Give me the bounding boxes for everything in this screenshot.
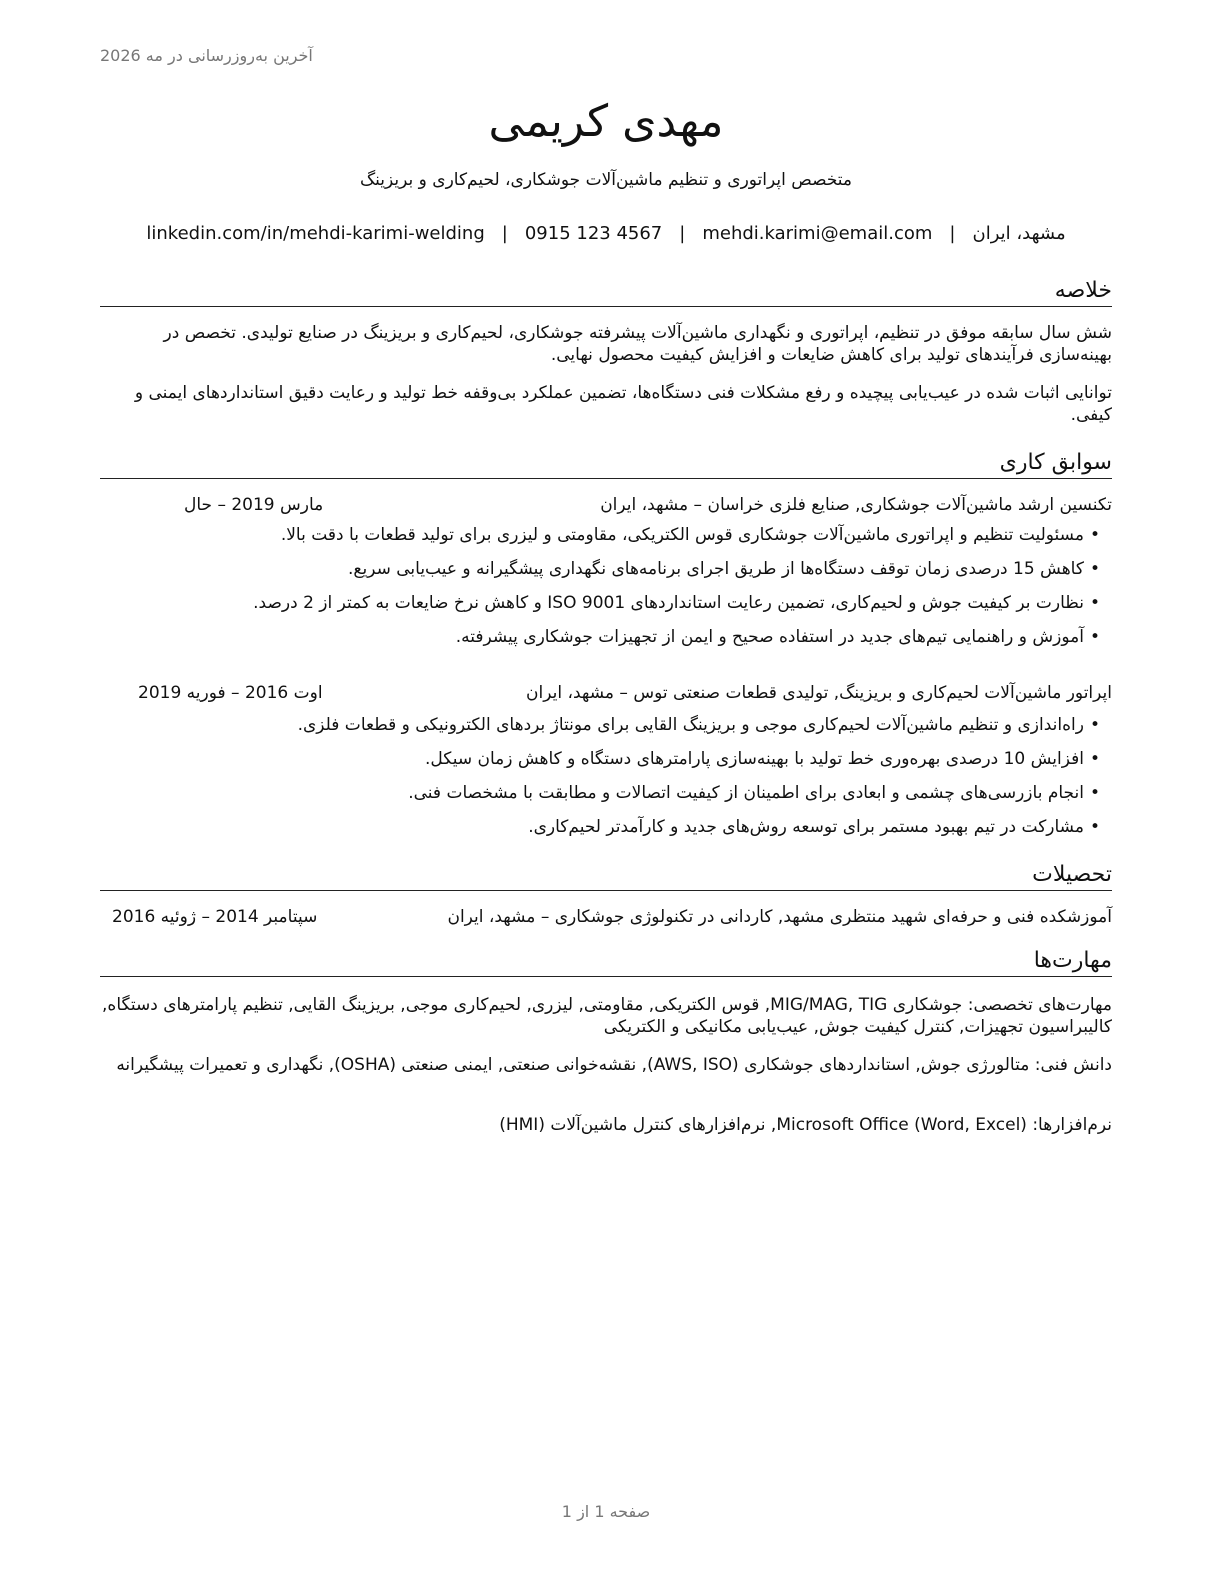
education-dates: سپتامبر 2014 – ژوئیه 2016 bbox=[112, 907, 318, 927]
job-bullets bbox=[100, 524, 1100, 660]
job-bullets bbox=[100, 714, 1100, 850]
candidate-name: مهدی کریمی bbox=[488, 96, 724, 147]
skills-line: دانش فنی: متالورژی جوش, استانداردهای جوشکاری (AWS, ISO), نقشه‌خوانی صنعتی, ایمنی صنعتی (OSHA), نگهداری و تعمیرات پیشگیرانه bbox=[116, 1055, 1112, 1075]
education-institution-degree: آموزشکده فنی و حرفه‌ای شهید منتظری مشهد, کاردانی در تکنولوژی جوشکاری – مشهد، ایران bbox=[447, 907, 1112, 927]
section-title-summary: خلاصه bbox=[100, 276, 1112, 307]
list-item: •مشارکت در تیم بهبود مستمر برای توسعه روش‌های جدید و کارآمدتر لحیم‌کاری. bbox=[528, 817, 1100, 837]
contact-line bbox=[100, 223, 1112, 244]
section-title-experience: سوابق کاری bbox=[100, 448, 1112, 479]
page-number: صفحه 1 از 1 bbox=[561, 1502, 651, 1521]
section-title-skills: مهارت‌ها bbox=[100, 946, 1112, 977]
email-link[interactable]: mehdi.karimi@email.com bbox=[702, 223, 933, 244]
job-title-company: تکنسین ارشد ماشین‌آلات جوشکاری, صنایع فلزی خراسان – مشهد، ایران bbox=[600, 495, 1112, 515]
list-item: •آموزش و راهنمایی تیم‌های جدید در استفاده صحیح و ایمن از تجهیزات جوشکاری پیشرفته. bbox=[455, 627, 1100, 647]
skills-line: نرم‌افزارها: Microsoft Office (Word, Excel), نرم‌افزارهای کنترل ماشین‌آلات (HMI) bbox=[499, 1115, 1112, 1135]
separator: | bbox=[949, 223, 956, 244]
phone-number: 0915 123 4567 bbox=[524, 223, 663, 244]
job-dates: اوت 2016 – فوریه 2019 bbox=[138, 683, 323, 703]
job-title-company: اپراتور ماشین‌آلات لحیم‌کاری و بریزینگ, تولیدی قطعات صنعتی توس – مشهد، ایران bbox=[526, 683, 1112, 703]
summary-paragraph: توانایی اثبات شده در عیب‌یابی پیچیده و رفع مشکلات فنی دستگاه‌ها، تضمین عملکرد بی‌وقفه خط تولید و رعایت دقیق استانداردهای ایمنی و کیفی. bbox=[134, 383, 1112, 425]
separator: | bbox=[679, 223, 686, 244]
summary-paragraph: شش سال سابقه موفق در تنظیم، اپراتوری و نگهداری ماشین‌آلات پیشرفته جوشکاری، لحیم‌کاری و بریزینگ در صنایع تولیدی. تخصص در بهینه‌سازی فرآیندهای تولید برای کاهش ضایعات و افزایش کیفیت محصول نهایی. bbox=[163, 323, 1112, 365]
location: مشهد، ایران bbox=[972, 223, 1066, 244]
list-item: •راه‌اندازی و تنظیم ماشین‌آلات لحیم‌کاری موجی و بریزینگ القایی برای مونتاژ بردهای الکترونیکی و قطعات فلزی. bbox=[297, 715, 1100, 735]
section-title-education: تحصیلات bbox=[100, 860, 1112, 891]
job-dates: مارس 2019 – حال bbox=[184, 495, 324, 515]
list-item: •انجام بازرسی‌های چشمی و ابعادی برای اطمینان از کیفیت اتصالات و مطابقت با مشخصات فنی. bbox=[408, 783, 1100, 803]
candidate-title: متخصص اپراتوری و تنظیم ماشین‌آلات جوشکاری، لحیم‌کاری و بریزینگ bbox=[359, 170, 853, 190]
list-item: •نظارت بر کیفیت جوش و لحیم‌کاری، تضمین رعایت استانداردهای ISO 9001 و کاهش نرخ ضایعات به کمتر از 2 درصد. bbox=[253, 593, 1100, 613]
skills-line: مهارت‌های تخصصی: جوشکاری MIG/MAG, TIG, قوس الکتریکی, مقاومتی, لیزری, لحیم‌کاری موجی, بریزینگ القایی, تنظیم پارامترهای دستگاه, کالیبراسیون تجهیزات, کنترل کیفیت جوش, عیب‌یابی مکانیکی و الکتریکی bbox=[102, 995, 1112, 1037]
list-item: •افزایش 10 درصدی بهره‌وری خط تولید با بهینه‌سازی پارامترهای دستگاه و کاهش زمان سیکل. bbox=[425, 749, 1100, 769]
linkedin-link[interactable]: linkedin.com/in/mehdi-karimi-welding bbox=[146, 223, 485, 244]
list-item: •کاهش 15 درصدی زمان توقف دستگاه‌ها از طریق اجرای برنامه‌های نگهداری پیشگیرانه و عیب‌یابی سریع. bbox=[348, 559, 1100, 579]
separator: | bbox=[501, 223, 508, 244]
last-updated: آخرین به‌روزرسانی در مه 2026 bbox=[100, 46, 313, 65]
list-item: •مسئولیت تنظیم و اپراتوری ماشین‌آلات جوشکاری قوس الکتریکی، مقاومتی و لیزری برای تولید قطعات با دقت بالا. bbox=[280, 525, 1100, 545]
resume-page bbox=[100, 0, 1112, 1584]
